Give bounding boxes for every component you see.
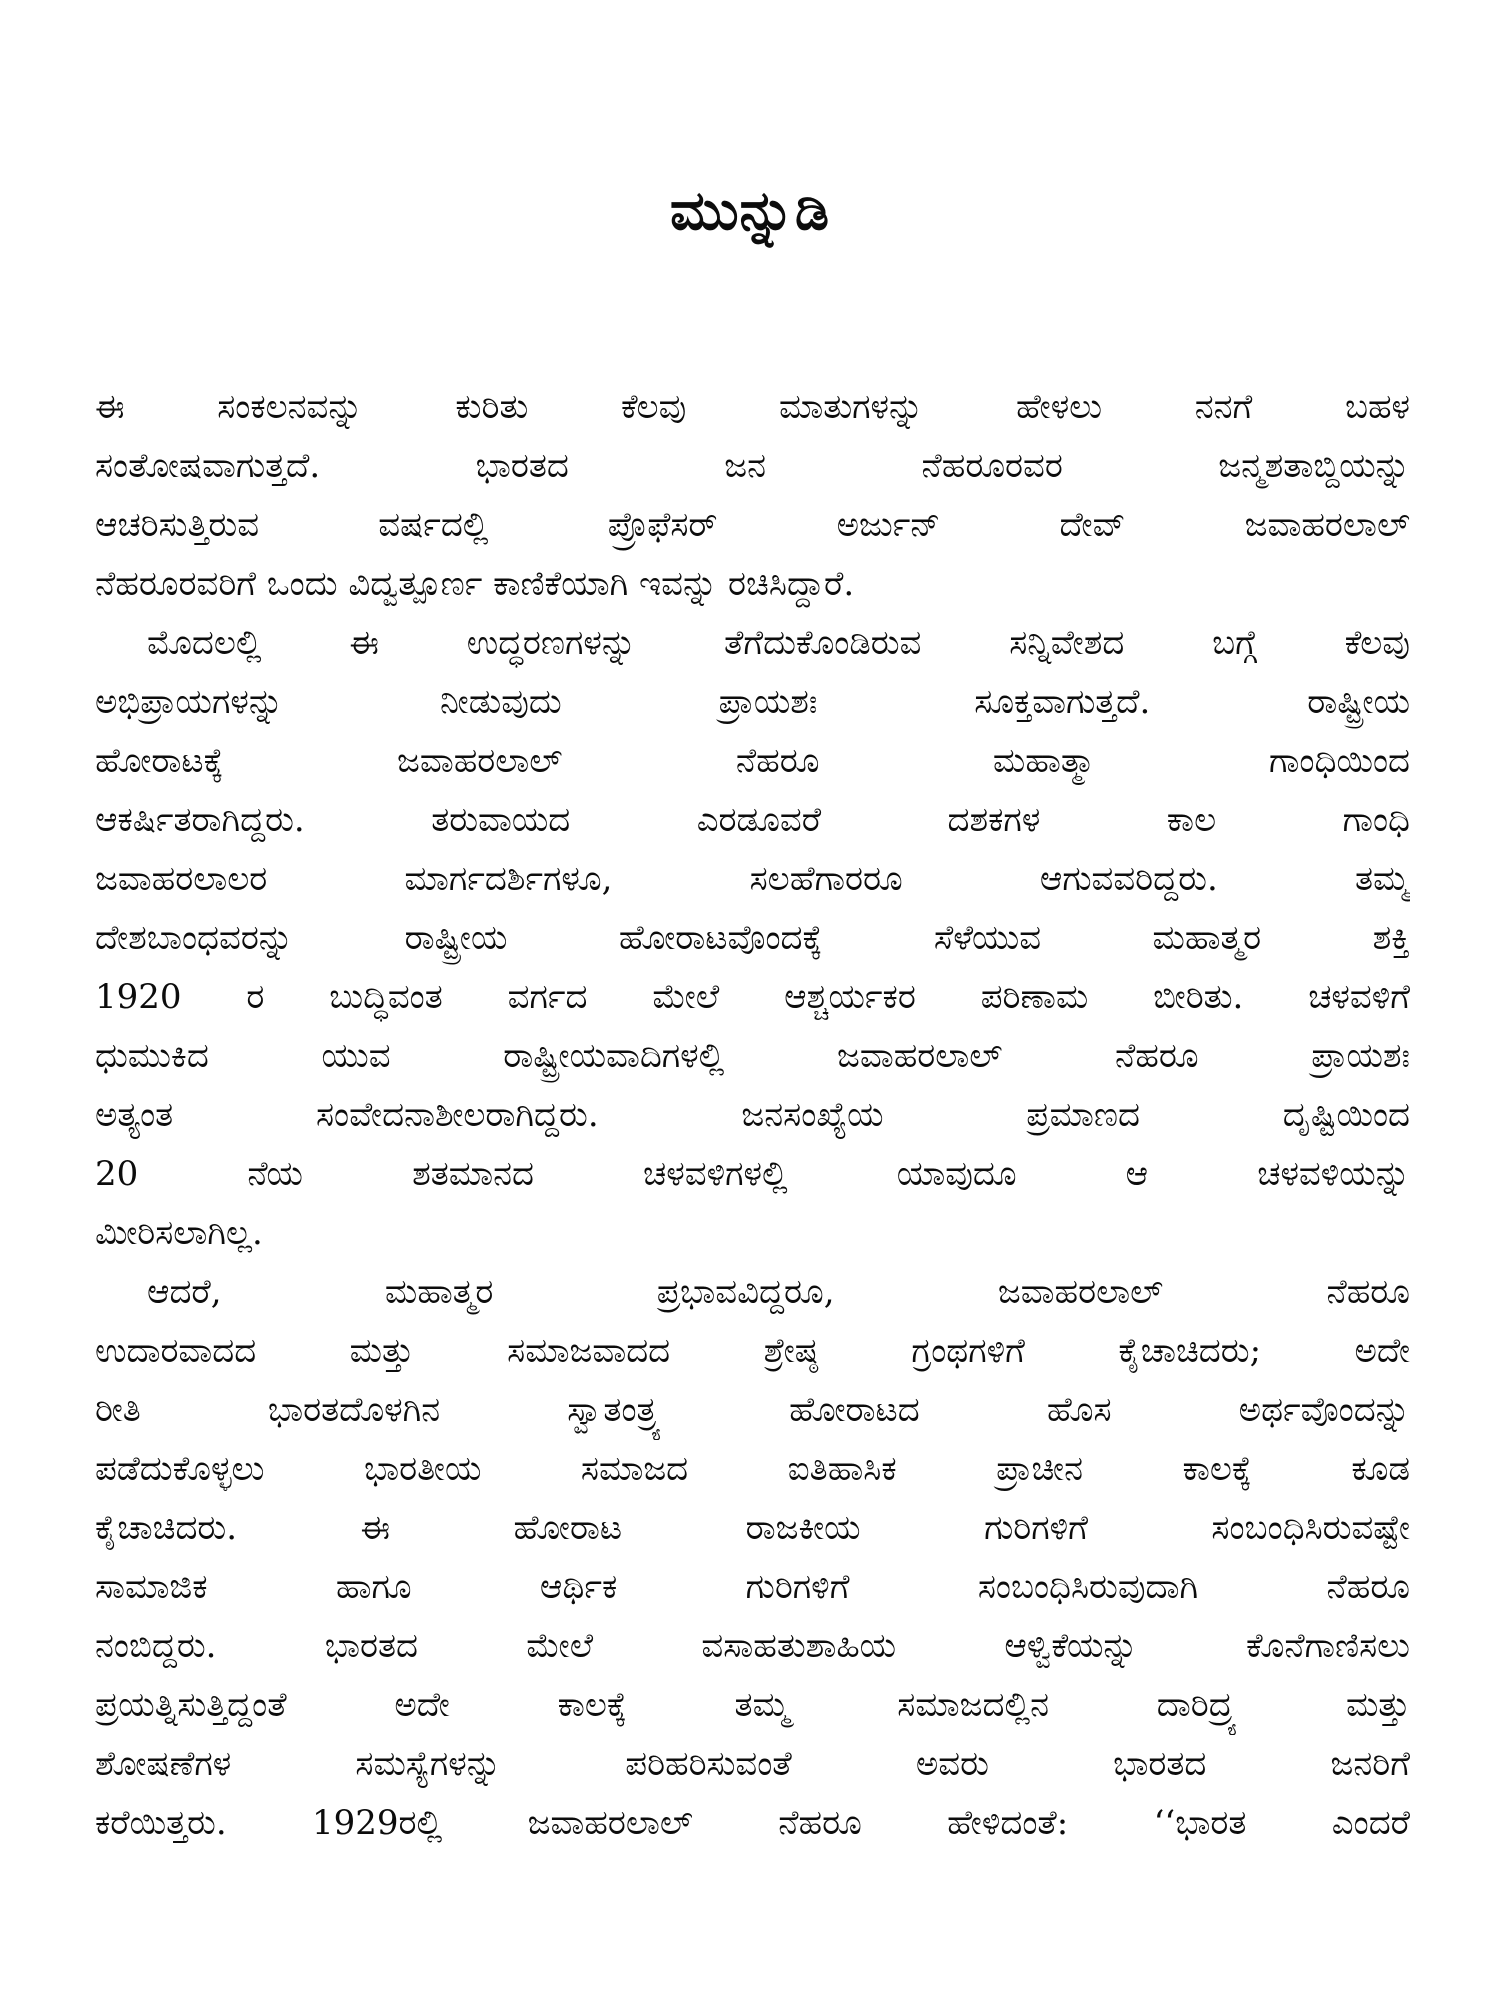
text-line: ಶೋಷಣೆಗಳ ಸಮಸ್ಯೆಗಳನ್ನು ಪರಿಹರಿಸುವಂತೆ ಅವರು ಭಾರತದ ಜನರಿಗೆ (95, 1744, 1410, 1784)
text-line: ಪ್ರಯತ್ನಿಸುತ್ತಿದ್ದಂತೆ ಅದೇ ಕಾಲಕ್ಕೆ ತಮ್ಮ ಸಮಾಜದಲ್ಲಿನ ದಾರಿದ್ರ್ಯ ಮತ್ತು (95, 1685, 1410, 1725)
text-line: ಆದರೆ, ಮಹಾತ್ಮರ ಪ್ರಭಾವವಿದ್ದರೂ, ಜವಾಹರಲಾಲ್ ನೆಹರೂ (147, 1272, 1410, 1312)
text-line: ಅಭಿಪ್ರಾಯಗಳನ್ನು ನೀಡುವುದು ಪ್ರಾಯಶಃ ಸೂಕ್ತವಾಗುತ್ತದೆ. ರಾಷ್ಟ್ರೀಯ (95, 682, 1410, 722)
text-line: 1920 ರ ಬುದ್ಧಿವಂತ ವರ್ಗದ ಮೇಲೆ ಆಶ್ಚರ್ಯಕರ ಪರಿಣಾಮ ಬೀರಿತು. ಚಳವಳಿಗೆ (95, 977, 1410, 1017)
paragraph-1 (95, 378, 1410, 614)
text-line: ಕರೆಯಿತ್ತರು. 1929ರಲ್ಲಿ ಜವಾಹರಲಾಲ್ ನೆಹರೂ ಹೇಳಿದಂತೆ: ‘‘ಭಾರತ ಎಂದರೆ (95, 1803, 1410, 1843)
text-line: ನೆಹರೂರವರಿಗೆ ಒಂದು ವಿದ್ವತ್ಪೂರ್ಣ ಕಾಣಿಕೆಯಾಗಿ ಇವನ್ನು ರಚಿಸಿದ್ದಾರೆ. (95, 564, 855, 604)
paragraph-2 (95, 614, 1410, 1263)
text-line: 20 ನೆಯ ಶತಮಾನದ ಚಳವಳಿಗಳಲ್ಲಿ ಯಾವುದೂ ಆ ಚಳವಳಿಯನ್ನು (95, 1154, 1410, 1194)
text-line: ಈ ಸಂಕಲನವನ್ನು ಕುರಿತು ಕೆಲವು ಮಾತುಗಳನ್ನು ಹೇಳಲು ನನಗೆ ಬಹಳ (95, 387, 1410, 427)
page-title: ಮುನ್ನುಡಿ (669, 179, 831, 243)
text-line: ಪಡೆದುಕೊಳ್ಳಲು ಭಾರತೀಯ ಸಮಾಜದ ಐತಿಹಾಸಿಕ ಪ್ರಾಚೀನ ಕಾಲಕ್ಕೆ ಕೂಡ (95, 1449, 1410, 1489)
text-line: ಮೊದಲಲ್ಲಿ ಈ ಉದ್ಧರಣಗಳನ್ನು ತೆಗೆದುಕೊಂಡಿರುವ ಸನ್ನಿವೇಶದ ಬಗ್ಗೆ ಕೆಲವು (147, 623, 1410, 663)
text-line: ಕೈಚಾಚಿದರು. ಈ ಹೋರಾಟ ರಾಜಕೀಯ ಗುರಿಗಳಿಗೆ ಸಂಬಂಧಿಸಿರುವಷ್ಟೇ (95, 1508, 1410, 1548)
text-line: ದೇಶಬಾಂಧವರನ್ನು ರಾಷ್ಟ್ರೀಯ ಹೋರಾಟವೊಂದಕ್ಕೆ ಸೆಳೆಯುವ ಮಹಾತ್ಮರ ಶಕ್ತಿ (95, 918, 1410, 958)
paragraph-3 (95, 1263, 1410, 1853)
text-line: ಹೋರಾಟಕ್ಕೆ ಜವಾಹರಲಾಲ್ ನೆಹರೂ ಮಹಾತ್ಮಾ ಗಾಂಧಿಯಿಂದ (95, 741, 1410, 781)
text-line: ಮೀರಿಸಲಾಗಿಲ್ಲ. (95, 1213, 263, 1253)
text-line: ಅತ್ಯಂತ ಸಂವೇದನಾಶೀಲರಾಗಿದ್ದರು. ಜನಸಂಖ್ಯೆಯ ಪ್ರಮಾಣದ ದೃಷ್ಟಿಯಿಂದ (95, 1095, 1410, 1135)
document-body (95, 378, 1410, 1853)
text-line: ಧುಮುಕಿದ ಯುವ ರಾಷ್ಟ್ರೀಯವಾದಿಗಳಲ್ಲಿ ಜವಾಹರಲಾಲ್ ನೆಹರೂ ಪ್ರಾಯಶಃ (95, 1036, 1410, 1076)
text-line: ಸಂತೋಷವಾಗುತ್ತದೆ. ಭಾರತದ ಜನ ನೆಹರೂರವರ ಜನ್ಮಶತಾಬ್ದಿಯನ್ನು (95, 446, 1410, 486)
text-line: ಆಚರಿಸುತ್ತಿರುವ ವರ್ಷದಲ್ಲಿ ಪ್ರೊಫೆಸರ್ ಅರ್ಜುನ್ ದೇವ್ ಜವಾಹರಲಾಲ್ (95, 505, 1410, 545)
text-line: ರೀತಿ ಭಾರತದೊಳಗಿನ ಸ್ವಾತಂತ್ರ್ಯ ಹೋರಾಟದ ಹೊಸ ಅರ್ಥವೊಂದನ್ನು (95, 1390, 1410, 1430)
text-line: ಜವಾಹರಲಾಲರ ಮಾರ್ಗದರ್ಶಿಗಳೂ, ಸಲಹೆಗಾರರೂ ಆಗುವವರಿದ್ದರು. ತಮ್ಮ (95, 859, 1410, 899)
text-line: ಸಾಮಾಜಿಕ ಹಾಗೂ ಆರ್ಥಿಕ ಗುರಿಗಳಿಗೆ ಸಂಬಂಧಿಸಿರುವುದಾಗಿ ನೆಹರೂ (95, 1567, 1410, 1607)
text-line: ಉದಾರವಾದದ ಮತ್ತು ಸಮಾಜವಾದದ ಶ್ರೇಷ್ಠ ಗ್ರಂಥಗಳಿಗೆ ಕೈಚಾಚಿದರು; ಅದೇ (95, 1331, 1410, 1371)
text-line: ಆಕರ್ಷಿತರಾಗಿದ್ದರು. ತರುವಾಯದ ಎರಡೂವರೆ ದಶಕಗಳ ಕಾಲ ಗಾಂಧಿ (95, 800, 1410, 840)
text-line: ನಂಬಿದ್ದರು. ಭಾರತದ ಮೇಲೆ ವಸಾಹತುಶಾಹಿಯ ಆಳ್ವಿಕೆಯನ್ನು ಕೊನೆಗಾಣಿಸಲು (95, 1626, 1410, 1666)
